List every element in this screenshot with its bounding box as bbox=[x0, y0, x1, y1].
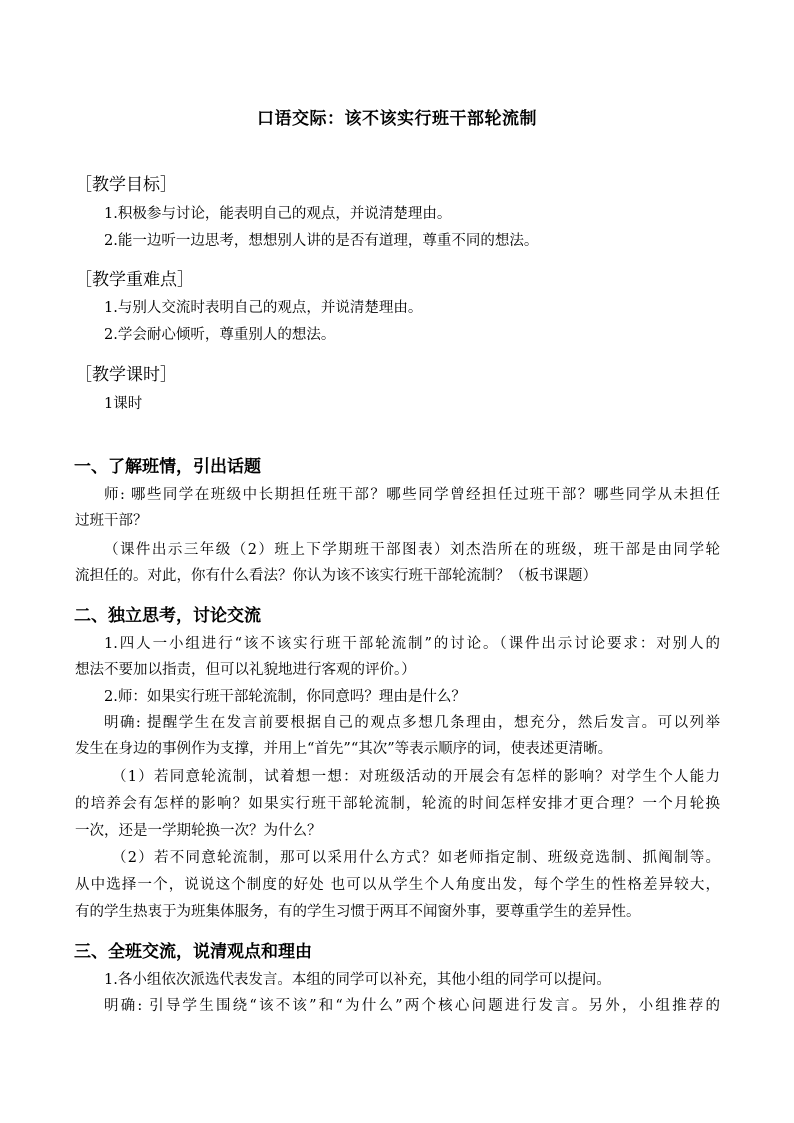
document-title: 口语交际：该不该实行班干部轮流制 bbox=[257, 109, 537, 129]
paragraph-line: （1）若同意轮流制，试着想一想：对班级活动的开展会有怎样的影响？对学生个人能力 bbox=[112, 769, 720, 785]
hours-value: 1课时 bbox=[104, 396, 143, 412]
goals-heading: ［教学目标］ bbox=[75, 175, 177, 195]
goal-item: 2.能一边听一边思考，想想别人讲的是否有道理，尊重不同的想法。 bbox=[104, 233, 539, 249]
hours-heading: ［教学课时］ bbox=[75, 365, 177, 385]
paragraph-line: （课件出示三年级（2）班上下学期班干部图表）刘杰浩所在的班级，班干部是由同学轮 bbox=[104, 542, 720, 558]
paragraph-line: 过班干部？ bbox=[75, 513, 148, 529]
key-item: 1.与别人交流时表明自己的观点，并说清楚理由。 bbox=[104, 300, 423, 316]
paragraph-line: 一次，还是一学期轮换一次？为什么？ bbox=[75, 823, 322, 839]
keys-heading: ［教学重难点］ bbox=[75, 270, 194, 290]
paragraph-line: 明确: 提醒学生在发言前要根据自己的观点多想几条理由，想充分，然后发言。可以列举 bbox=[104, 715, 720, 731]
key-item: 2.学会耐心倾听，尊重别人的想法。 bbox=[104, 327, 336, 343]
paragraph-line: 发生在身边的事例作为支撑，并用上“首先”“其次”等表示顺序的词，使表述更清晰。 bbox=[75, 741, 613, 757]
paragraph-line: （2）若不同意轮流制，那可以采用什么方式？如老师指定制、班级竞选制、抓阄制等。 bbox=[112, 850, 720, 866]
paragraph-line: 明确: 引导学生围绕“该不该”和“为什么”两个核心问题进行发言。另外，小组推荐的 bbox=[104, 998, 720, 1014]
section-2-heading: 二、独立思考，讨论交流 bbox=[74, 606, 261, 626]
paragraph-line: 的培养会有怎样的影响？如果实行班干部轮流制，轮流的时间怎样安排才更合理？一个月轮换 bbox=[75, 796, 720, 812]
paragraph-line: 流担任的。对此，你有什么看法？你认为该不该实行班干部轮流制？（板书课题） bbox=[75, 568, 597, 584]
section-1-heading: 一、了解班情，引出话题 bbox=[74, 457, 261, 477]
paragraph-line: 1.四人一小组进行“该不该实行班干部轮流制”的讨论。（课件出示讨论要求：对别人的 bbox=[104, 636, 720, 652]
paragraph-line: 有的学生热衷于为班集体服务，有的学生习惯于两耳不闻窗外事，要尊重学生的差异性。 bbox=[75, 904, 641, 920]
section-3-heading: 三、全班交流，说清观点和理由 bbox=[74, 942, 312, 962]
paragraph-line: 1.各小组依次派选代表发言。本组的同学可以补充，其他小组的同学可以提问。 bbox=[104, 972, 611, 988]
paragraph-line: 想法不要加以指责，但可以礼貌地进行客观的评价。） bbox=[75, 662, 416, 678]
goal-item: 1.积极参与讨论，能表明自己的观点，并说清楚理由。 bbox=[104, 206, 452, 222]
paragraph-line: 2.师：如果实行班干部轮流制，你同意吗？理由是什么？ bbox=[104, 689, 466, 705]
paragraph-line: 师: 哪些同学在班级中长期担任班干部？哪些同学曾经担任过班干部？哪些同学从未担任 bbox=[104, 487, 720, 503]
paragraph-line: 从中选择一个，说说这个制度的好处 也可以从学生个人角度出发，每个学生的性格差异较大， bbox=[75, 877, 720, 893]
